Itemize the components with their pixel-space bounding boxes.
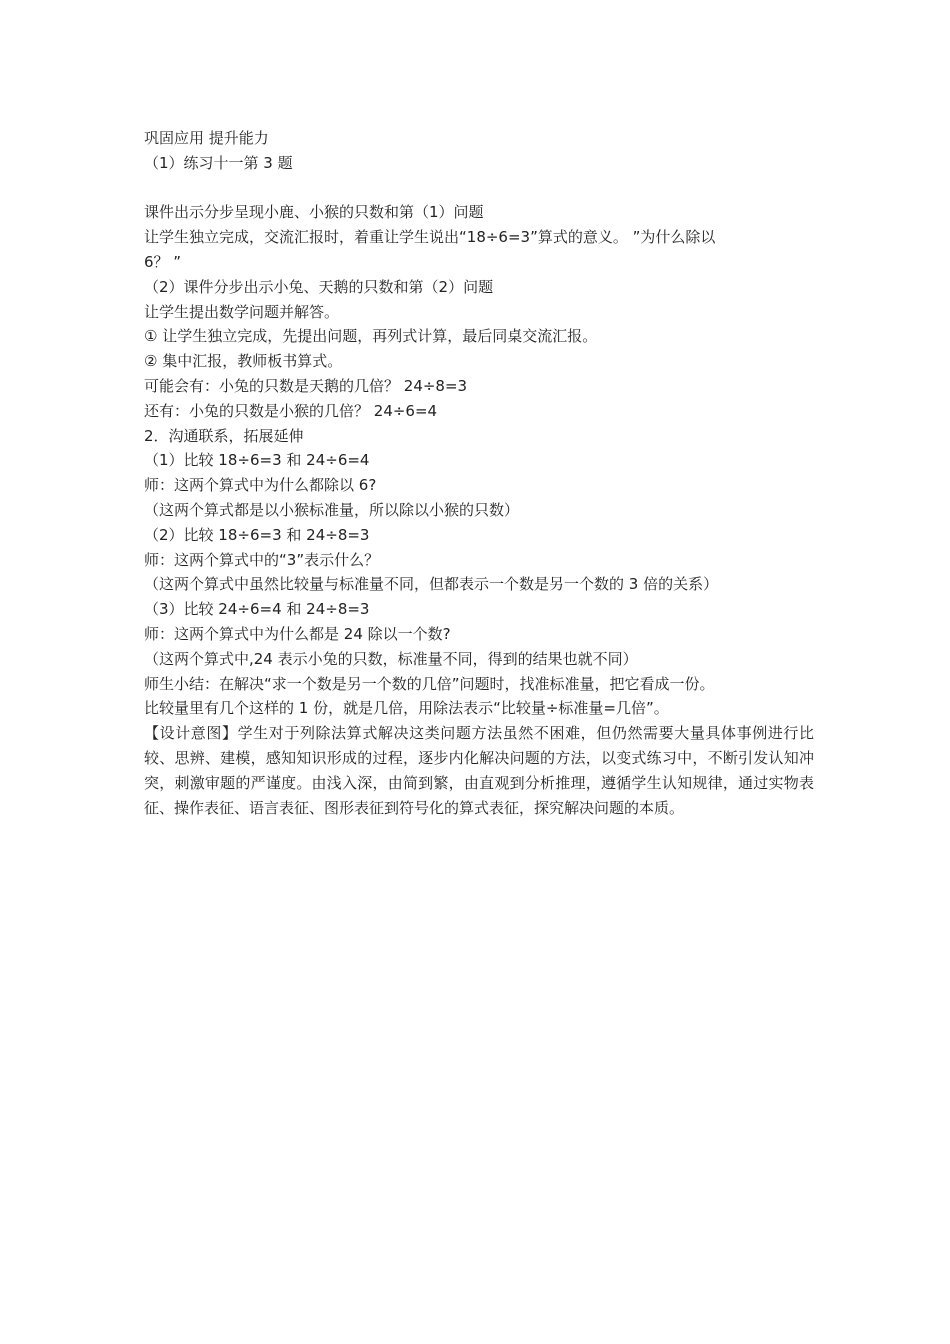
design-intent-paragraph: 【设计意图】学生对于列除法算式解决这类问题方法虽然不困难，但仍然需要大量具体事例进行比较、思辨、建模，感知知识形成的过程，逐步内化解决问题的方法，以变式练习中，不断引发认知冲突，刺激审题的严谨度。由浅入深，由简到繁，由直观到分析推理，遵循学生认知规律，通过实物表征、操作表征、语言表征、图形表征到符号化的算式表征，探究解决问题的本质。 xyxy=(144,724,814,817)
text-line: （3）比较 24÷6=4 和 24÷8=3 xyxy=(144,600,370,619)
subsection-heading: 2．沟通联系，拓展延伸 xyxy=(144,426,304,445)
document-page xyxy=(144,126,814,820)
text-line: （1）比较 18÷6=3 和 24÷6=4 xyxy=(144,451,370,470)
text-line: 可能会有：小兔的只数是天鹅的几倍？ 24÷8=3 xyxy=(144,376,468,395)
text-line: 6？ ” xyxy=(144,252,182,271)
text-line: 师：这两个算式中为什么都除以 6? xyxy=(144,476,377,495)
text-line: 师：这两个算式中的“3”表示什么？ xyxy=(144,550,380,569)
exercise-title: （1）练习十一第 3 题 xyxy=(144,153,293,172)
text-line: 让学生独立完成，交流汇报时，着重让学生说出“18÷6=3”算式的意义。 ”为什么除以 xyxy=(144,228,716,247)
text-line: 课件出示分步呈现小鹿、小猴的只数和第（1）问题 xyxy=(144,203,484,222)
text-line: （这两个算式中,24 表示小兔的只数，标准量不同，得到的结果也就不同） xyxy=(144,649,638,668)
blank-line xyxy=(144,176,814,201)
text-line: ① 让学生独立完成，先提出问题，再列式计算，最后同桌交流汇报。 xyxy=(144,327,598,346)
text-line: 师：这两个算式中为什么都是 24 除以一个数? xyxy=(144,624,451,643)
text-line: 师生小结：在解决“求一个数是另一个数的几倍”问题时，找准标准量，把它看成一份。 xyxy=(144,674,715,693)
text-line: 还有：小兔的只数是小猴的几倍？ 24÷6=4 xyxy=(144,401,438,420)
text-line: 让学生提出数学问题并解答。 xyxy=(144,302,340,321)
text-line: （2）比较 18÷6=3 和 24÷8=3 xyxy=(144,525,370,544)
section-heading: 巩固应用 提升能力 xyxy=(144,129,269,147)
text-line: （这两个算式都是以小猴标准量，所以除以小猴的只数） xyxy=(144,500,520,519)
text-line: 比较量里有几个这样的 1 份，就是几倍，用除法表示“比较量÷标准量=几倍”。 xyxy=(144,699,669,718)
text-line: ② 集中汇报，教师板书算式。 xyxy=(144,352,343,371)
text-line: （2）课件分步出示小兔、天鹅的只数和第（2）问题 xyxy=(144,277,494,296)
text-line: （这两个算式中虽然比较量与标准量不同，但都表示一个数是另一个数的 3 倍的关系） xyxy=(144,575,719,594)
